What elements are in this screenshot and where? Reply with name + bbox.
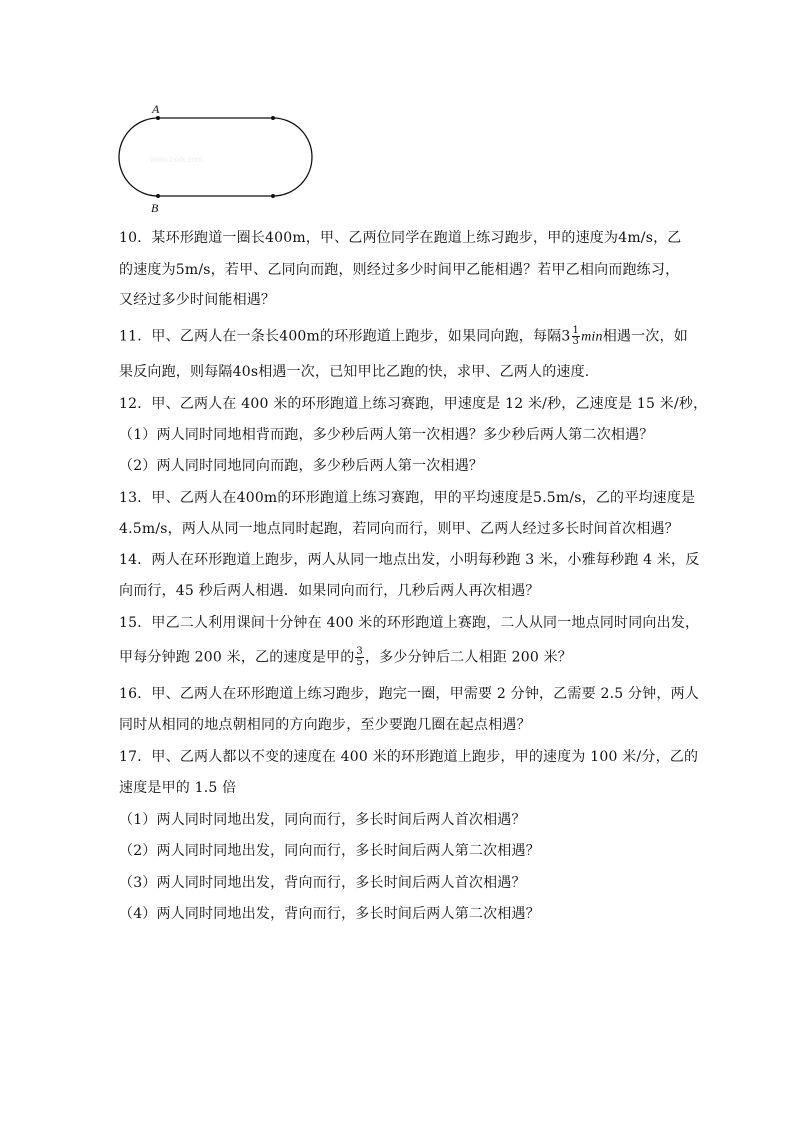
q17-line1: 17．甲、乙两人都以不变的速度在 400 米的环形跑道上跑步，甲的速度为 100 米/分，乙的 — [119, 749, 699, 765]
point-b — [156, 194, 160, 198]
q11-fraction-den: 3 — [572, 336, 580, 347]
track-diagram — [110, 100, 330, 220]
q11-text-a: 11．甲、乙两人在一条长400m的环形跑道上跑步，如果同向跑，每隔 — [119, 328, 562, 345]
q15-line2 — [119, 647, 694, 668]
q10-line1: 10．某环形跑道一圈长400m，甲、乙两位同学在跑道上练习跑步，甲的速度为4m/s，乙 — [119, 230, 682, 246]
q17-sub1: （1）两人同时同地出发，同向而行，多长时间后两人首次相遇？ — [119, 812, 526, 828]
q15-fraction — [355, 647, 364, 668]
q17-sub4: （4）两人同时同地出发，背向而行，多长时间后两人第二次相遇？ — [119, 906, 540, 922]
q10-line3: 又经过多少时间能相遇？ — [119, 292, 276, 308]
q16-line1: 16．甲、乙两人在环形跑道上练习跑步，跑完一圈，甲需要 2 分钟，乙需要 2.5 分钟，两人 — [119, 686, 699, 702]
q10-line2: 的速度为5m/s，若甲、乙同向而跑，则经过多少时间甲乙能相遇？若甲乙相向而跑练习， — [119, 262, 680, 278]
q15-line1: 15．甲乙二人利用课间十分钟在 400 米的环形跑道上赛跑，二人从同一地点同时同向出发， — [119, 615, 700, 631]
label-a: A — [152, 102, 160, 116]
q11-text-b: 相遇一次，如 — [602, 328, 688, 345]
q15-fraction-num: 3 — [356, 646, 363, 657]
q12-sub1: （1）两人同时同地相背而跑，多少秒后两人第一次相遇？多少秒后两人第二次相遇？ — [119, 427, 654, 443]
q11-mixed-whole: 3 — [561, 328, 571, 345]
track-outline — [119, 118, 312, 196]
point-bottom-right — [271, 194, 275, 198]
q15-fraction-den: 5 — [356, 657, 363, 668]
q17-line2: 速度是甲的 1.5 倍 — [119, 780, 237, 796]
q11-fraction-num: 1 — [572, 325, 580, 336]
q15-text-b: ，多少分钟后二人相距 200 米？ — [364, 649, 573, 666]
watermark-text: www.zxxk.com — [150, 155, 203, 164]
q11-line2: 果反向跑，则每隔40s相遇一次，已知甲比乙跑的快，求甲、乙两人的速度. — [119, 364, 590, 380]
label-b: B — [151, 201, 159, 215]
q14-line1: 14．两人在环形跑道上跑步，两人从同一地点出发，小明每秒跑 3 米，小雅每秒跑 4 米，反 — [119, 552, 700, 568]
q11-unit: min — [581, 329, 603, 345]
track-diagram-svg — [110, 100, 330, 220]
q11-fraction — [572, 326, 581, 347]
q12-line1: 12．甲、乙两人在 400 米的环形跑道上练习赛跑，甲速度是 12 米/秒，乙速度是 15 米/秒， — [119, 396, 708, 412]
q13-line2: 4.5m/s，两人从同一地点同时起跑，若同向而行，则甲、乙两人经过多长时间首次相遇？ — [119, 521, 679, 537]
point-a — [156, 116, 160, 120]
q17-sub3: （3）两人同时同地出发，背向而行，多长时间后两人首次相遇？ — [119, 875, 526, 891]
q17-sub2: （2）两人同时同地出发，同向而行，多长时间后两人第二次相遇？ — [119, 843, 540, 859]
q14-line2: 向而行，45 秒后两人相遇．如果同向而行，几秒后两人再次相遇？ — [119, 583, 540, 599]
q13-line1: 13．甲、乙两人在400m的环形跑道上练习赛跑，甲的平均速度是5.5m/s，乙的平均速度是 — [119, 490, 696, 506]
q12-sub2: （2）两人同时同地同向而跑，多少秒后两人第一次相遇？ — [119, 458, 484, 474]
point-top-right — [271, 116, 275, 120]
q15-text-a: 甲每分钟跑 200 米，乙的速度是甲的 — [119, 649, 355, 666]
q11-line1 — [119, 326, 694, 347]
q16-line2: 同时从相同的地点朝相同的方向跑步，至少要跑几圈在起点相遇？ — [119, 717, 531, 733]
